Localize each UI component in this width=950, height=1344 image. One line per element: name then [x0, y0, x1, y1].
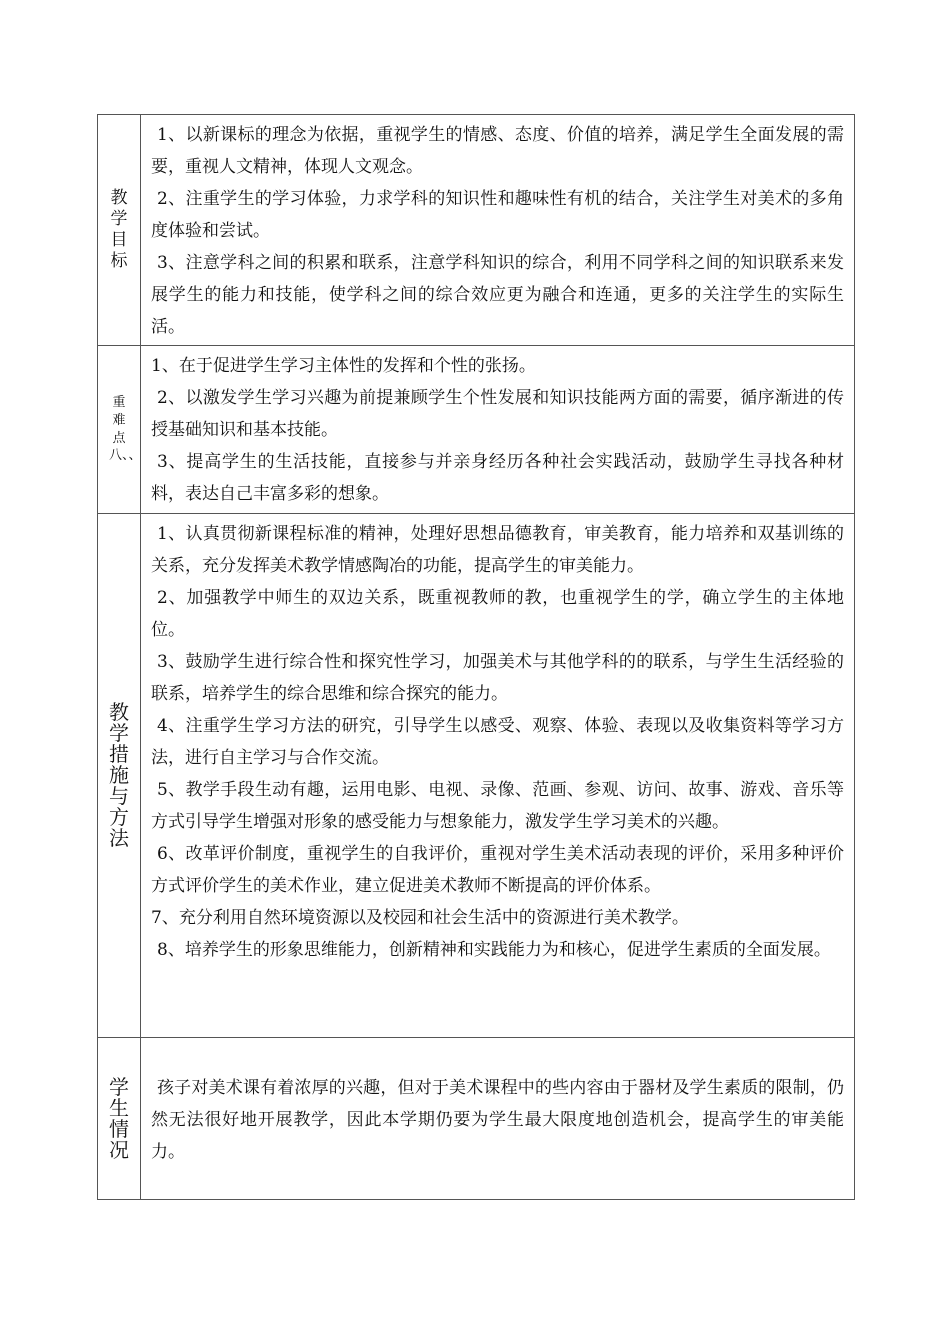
measure-item-5: 5、教学手段生动有趣，运用电影、电视、录像、范画、参观、访问、故事、游戏、音乐等方式引导学生增强对形象的感受能力与想象能力，激发学生学习美术的兴趣。: [151, 780, 844, 832]
content-cell: [141, 514, 855, 1038]
label-cell: [98, 115, 141, 346]
measure-item-7: 7、充分利用自然环境资源以及校园和社会生活中的资源进行美术教学。: [151, 908, 689, 928]
section-label-student-situation: 学生情况: [109, 1074, 129, 1162]
label-cell: [98, 514, 141, 1038]
content-cell: [141, 346, 855, 514]
measure-item-8: 8、培养学生的形象思维能力，创新精神和实践能力为和核心，促进学生素质的全面发展。: [157, 940, 831, 960]
measure-item-3: 3、鼓励学生进行综合性和探究性学习，加强美术与其他学科的的联系，与学生生活经验的联系，培养学生的综合思维和综合探究的能力。: [151, 652, 844, 704]
row-teaching-goals: [98, 115, 855, 346]
row-teaching-measures: [98, 514, 855, 1038]
key-point-item-3: 3、提高学生的生活技能，直接参与并亲身经历各种社会实践活动，鼓励学生寻找各种材料，表达自己丰富多彩的想象。: [151, 452, 844, 504]
label-cell: [98, 346, 141, 514]
row-key-points: [98, 346, 855, 514]
key-point-item-1: 1、在于促进学生学习主体性的发挥和个性的张扬。: [151, 356, 536, 376]
measure-item-1: 1、认真贯彻新课程标准的精神，处理好思想品德教育，审美教育，能力培养和双基训练的关系，充分发挥美术教学情感陶冶的功能，提高学生的审美能力。: [151, 524, 844, 576]
measure-item-6: 6、改革评价制度，重视学生的自我评价，重视对学生美术活动表现的评价，采用多种评价方式评价学生的美术作业，建立促进美术教师不断提高的评价体系。: [151, 844, 844, 896]
section-label-teaching-measures: 教学措施与方法: [109, 700, 129, 850]
goal-item-2: 2、注重学生的学习体验，力求学科的知识性和趣味性有机的结合，关注学生对美术的多角度体验和尝试。: [151, 189, 844, 241]
content-cell: [141, 115, 855, 346]
section-label-teaching-goals: 教学目标: [110, 187, 128, 272]
section-label-key-points: 重难点八、、: [109, 395, 142, 464]
row-student-situation: [98, 1038, 855, 1200]
goal-item-1: 1、以新课标的理念为依据，重视学生的情感、态度、价值的培养，满足学生全面发展的需要，重视人文精神，体现人文观念。: [151, 125, 844, 177]
goal-item-3: 3、注意学科之间的积累和联系，注意学科知识的综合，利用不同学科之间的知识联系来发展学生的能力和技能，使学科之间的综合效应更为融合和连通，更多的关注学生的实际生活。: [151, 253, 844, 337]
label-cell: [98, 1038, 141, 1200]
key-point-item-2: 2、以激发学生学习兴趣为前提兼顾学生个性发展和知识技能两方面的需要，循序渐进的传授基础知识和基本技能。: [151, 388, 844, 440]
student-situation-text: 孩子对美术课有着浓厚的兴趣，但对于美术课程中的些内容由于器材及学生素质的限制，仍然无法很好地开展教学，因此本学期仍要为学生最大限度地创造机会，提高学生的审美能力。: [151, 1078, 844, 1162]
measure-item-2: 2、加强教学中师生的双边关系，既重视教师的教，也重视学生的学，确立学生的主体地位。: [151, 588, 844, 640]
plan-table: [97, 114, 855, 1200]
content-cell: [141, 1038, 855, 1200]
measure-item-4: 4、注重学生学习方法的研究，引导学生以感受、观察、体验、表现以及收集资料等学习方法，进行自主学习与合作交流。: [151, 716, 844, 768]
